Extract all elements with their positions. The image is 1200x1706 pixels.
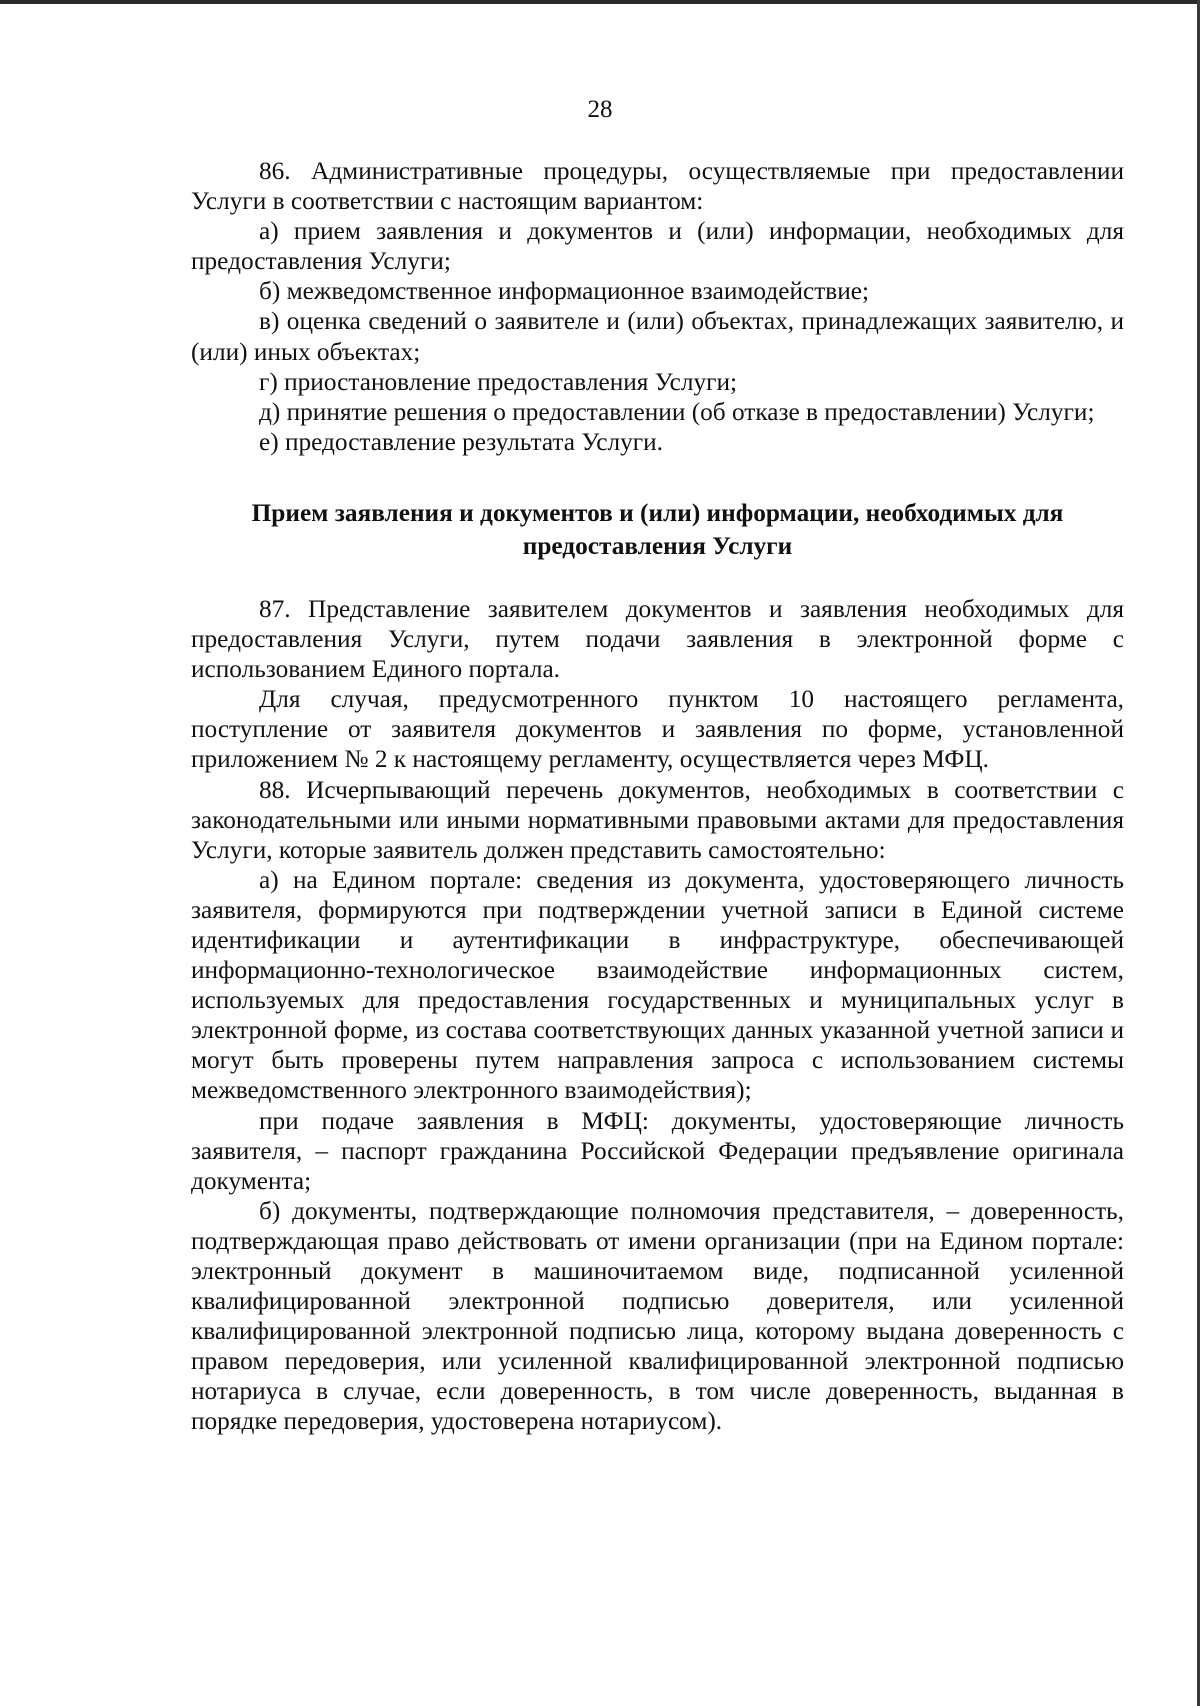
section-heading: Прием заявления и документов и (или) информации, необходимых для предоставления Услуги <box>251 498 1064 560</box>
page-number: 28 <box>587 96 613 123</box>
list-item-g: г) приостановление предоставления Услуги; <box>259 367 738 396</box>
paragraph-86: 86. Административные процедуры, осуществляемые при предоставлении Услуги в соответствии с настоящим вариантом: <box>191 157 1124 216</box>
list-item-a: а) прием заявления и документов и (или) информации, необходимых для предоставления Услуги; <box>191 217 1124 276</box>
list-item-v: в) оценка сведений о заявителе и (или) объектах, принадлежащих заявителю, и (или) иных объектах; <box>191 307 1124 366</box>
list-item-e: е) предоставление результата Услуги. <box>259 427 663 456</box>
paragraph-87-case: Для случая, предусмотренного пунктом 10 настоящего регламента, поступление от заявителя документов и заявления по форме, установленной приложением № 2 к настоящему регламенту, осуществляется через МФЦ. <box>191 685 1124 774</box>
paragraph-88: 88. Исчерпывающий перечень документов, необходимых в соответствии с законодательными или иными нормативными правовыми актами для предоставления Услуги, которые заявитель должен представить самостоятельно: <box>191 775 1124 864</box>
scan-top-edge <box>0 0 1200 4</box>
list-item-d: д) принятие решения о предоставлении (об отказе в предоставлении) Услуги; <box>259 397 1095 426</box>
list-item-b: б) межведомственное информационное взаимодействие; <box>259 277 870 306</box>
paragraph-88-a: а) на Едином портале: сведения из документа, удостоверяющего личность заявителя, формируются при подтверждении учетной записи в Единой системе идентификации и аутентификации в инфраструктуре, обеспечивающей информационно-технологическое взаимодействие информационных систем, используемых для предоставления государственных и муниципальных услуг в электронной форме, из состава соответствующих данных указанной учетной записи и могут быть проверены путем направления запроса с использованием системы межведомственного электронного взаимодействия); <box>191 865 1124 1105</box>
paragraph-88-mfc: при подаче заявления в МФЦ: документы, удостоверяющие личность заявителя, – паспорт гражданина Российской Федерации предъявление оригинала документа; <box>191 1106 1124 1195</box>
document-body <box>191 156 1124 1437</box>
paragraph-88-b: б) документы, подтверждающие полномочия представителя, – доверенность, подтверждающая право действовать от имени организации (при на Едином портале: электронный документ в машиночитаемом виде, подписанной усиленной квалифицированной электронной подписью доверителя, или усиленной квалифицированной электронной подписью лица, которому выдана доверенность с правом передоверия, или усиленной квалифицированной электронной подписью нотариуса в случае, если доверенность, в том числе доверенность, выданная в порядке передоверия, удостоверена нотариусом). <box>191 1196 1124 1436</box>
paragraph-87: 87. Представление заявителем документов и заявления необходимых для предоставления Услуги, путем подачи заявления в электронной форме с использованием Единого портала. <box>191 594 1124 684</box>
